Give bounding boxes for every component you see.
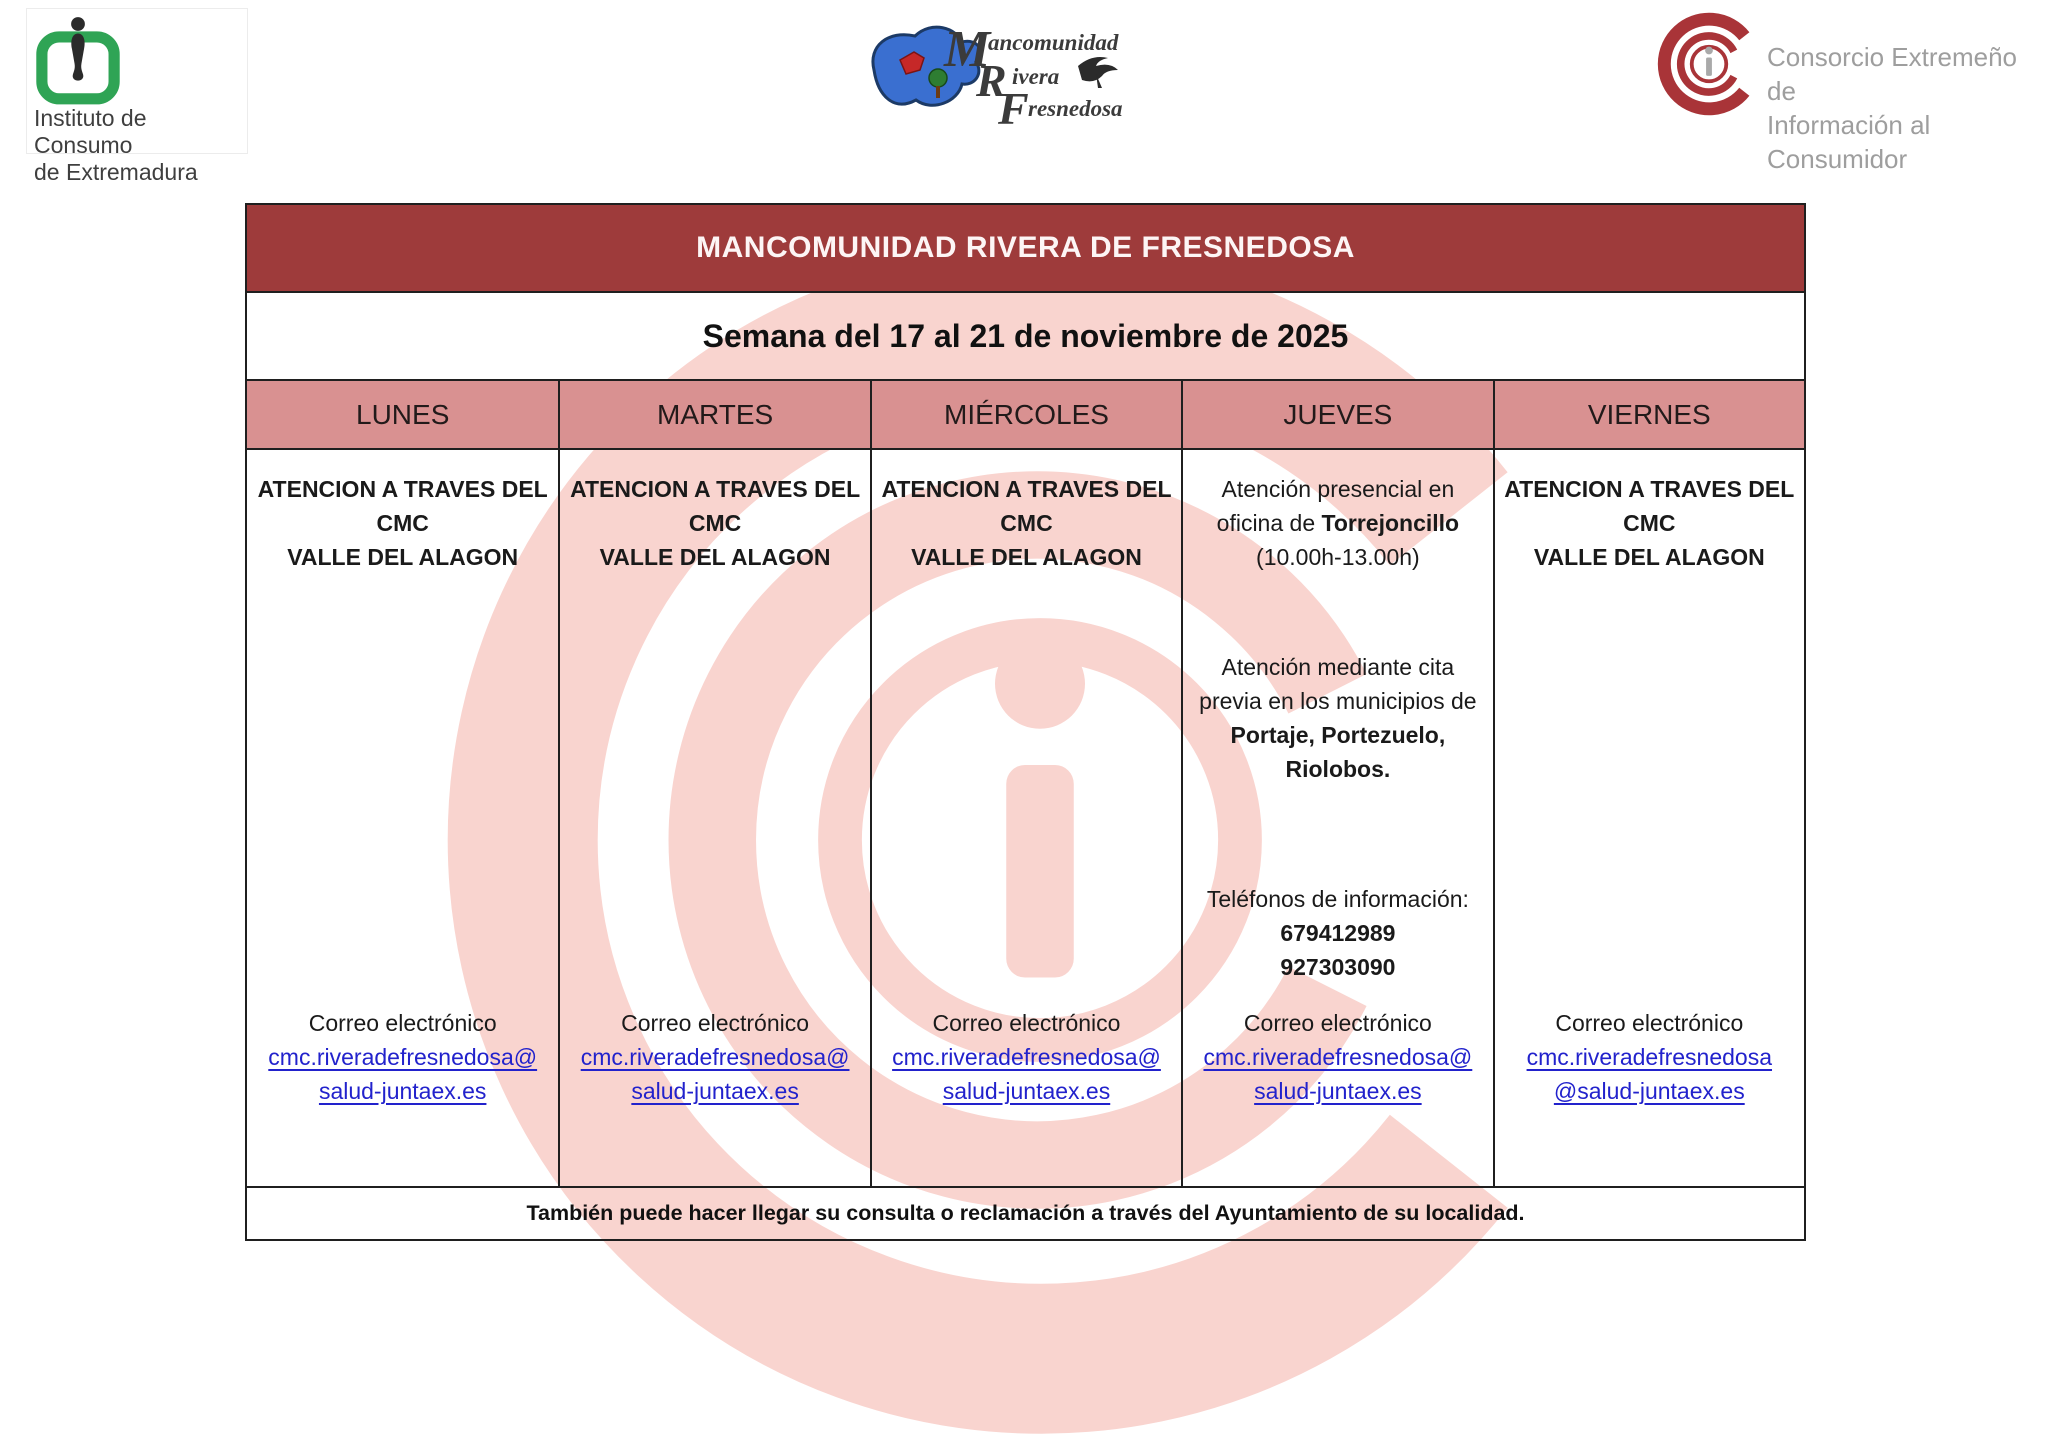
email-block [255, 1006, 550, 1108]
table-title-bar [247, 205, 1804, 291]
presencial-text: Atención presencial en oficina de Torrejoncillo (10.00h-13.00h) [1216, 476, 1460, 570]
day-header-row [247, 379, 1804, 450]
week-subtitle-row [247, 291, 1804, 379]
instituto-logo-text-line2: de Extremadura [34, 159, 198, 185]
instituto-consumo-icon [35, 15, 121, 107]
phone-number-1: 679412989 [1280, 920, 1396, 946]
consorcio-logo-text-line1: Consorcio Extremeño de [1767, 42, 2017, 106]
phones-block [1191, 882, 1484, 984]
email-block [1191, 1006, 1484, 1108]
footer-note-row [247, 1186, 1804, 1239]
email-link[interactable]: cmc.riveradefresnedosa@ salud-juntaex.es [580, 1044, 850, 1104]
day-header-miercoles: MIÉRCOLES [870, 381, 1181, 448]
day-cell-viernes [1493, 450, 1804, 1186]
email-label: Correo electrónico [621, 1010, 810, 1036]
day-cell-jueves [1181, 450, 1492, 1186]
footer-note: También puede hacer llegar su consulta o reclamación a través del Ayuntamiento de su localidad. [526, 1201, 1525, 1225]
phones-label: Teléfonos de información: [1206, 886, 1469, 912]
cita-previa-text: Atención mediante cita previa en los municipios de Portaje, Portezuelo, Riolobos. [1199, 654, 1477, 782]
day-cell-martes [558, 450, 869, 1186]
day-header-viernes: VIERNES [1493, 381, 1804, 448]
mancomunidad-logo [860, 12, 1150, 130]
consorcio-rings-icon [1655, 10, 1763, 118]
day-header-jueves: JUEVES [1181, 381, 1492, 448]
content-row [247, 450, 1804, 1186]
mancomunidad-logo-initial-r: R [976, 55, 1007, 106]
phone-number-2: 927303090 [1280, 954, 1396, 980]
day-header-lunes: LUNES [247, 381, 558, 448]
day-header-martes: MARTES [558, 381, 869, 448]
mancomunidad-logo-initial-f: F [998, 83, 1029, 130]
mancomunidad-logo-word-ancomunidad: ancomunidad [988, 30, 1119, 55]
email-label: Correo electrónico [932, 1010, 1121, 1036]
email-block [880, 1006, 1173, 1108]
email-link[interactable]: cmc.riveradefresnedosa @salud-juntaex.es [1526, 1044, 1773, 1104]
week-subtitle: Semana del 17 al 21 de noviembre de 2025 [702, 317, 1349, 354]
instituto-consumo-logo [26, 8, 248, 185]
email-link[interactable]: cmc.riveradefresnedosa@ salud-juntaex.es [1203, 1044, 1473, 1104]
email-link[interactable]: cmc.riveradefresnedosa@ salud-juntaex.es [268, 1044, 538, 1104]
day-cell-lunes [247, 450, 558, 1186]
email-label: Correo electrónico [308, 1010, 497, 1036]
email-block [568, 1006, 861, 1108]
mancomunidad-logo-word-resnedosa: resnedosa [1028, 96, 1123, 121]
table-title: MANCOMUNIDAD RIVERA DE FRESNEDOSA [696, 231, 1355, 264]
consorcio-logo [1655, 10, 2045, 174]
email-link[interactable]: cmc.riveradefresnedosa@ salud-juntaex.es [892, 1044, 1161, 1104]
email-label: Correo electrónico [1555, 1010, 1744, 1036]
mancomunidad-logo-initial-m: M [944, 21, 991, 78]
cmc-attention-text: ATENCION A TRAVES DEL CMC VALLE DEL ALAGON [1504, 476, 1795, 570]
consorcio-logo-text-line2: Información al Consumidor [1767, 110, 1931, 174]
schedule-table [245, 203, 1806, 1241]
cmc-attention-text: ATENCION A TRAVES DEL CMC VALLE DEL ALAGON [881, 476, 1172, 570]
instituto-logo-text-line1: Instituto de Consumo [34, 105, 147, 158]
email-block [1503, 1006, 1796, 1108]
email-label: Correo electrónico [1243, 1010, 1432, 1036]
day-cell-miercoles [870, 450, 1181, 1186]
cmc-attention-text: ATENCION A TRAVES DEL CMC VALLE DEL ALAGON [257, 476, 548, 570]
cmc-attention-text: ATENCION A TRAVES DEL CMC VALLE DEL ALAGON [570, 476, 861, 570]
mancomunidad-logo-word-ivera: ivera [1012, 64, 1060, 89]
